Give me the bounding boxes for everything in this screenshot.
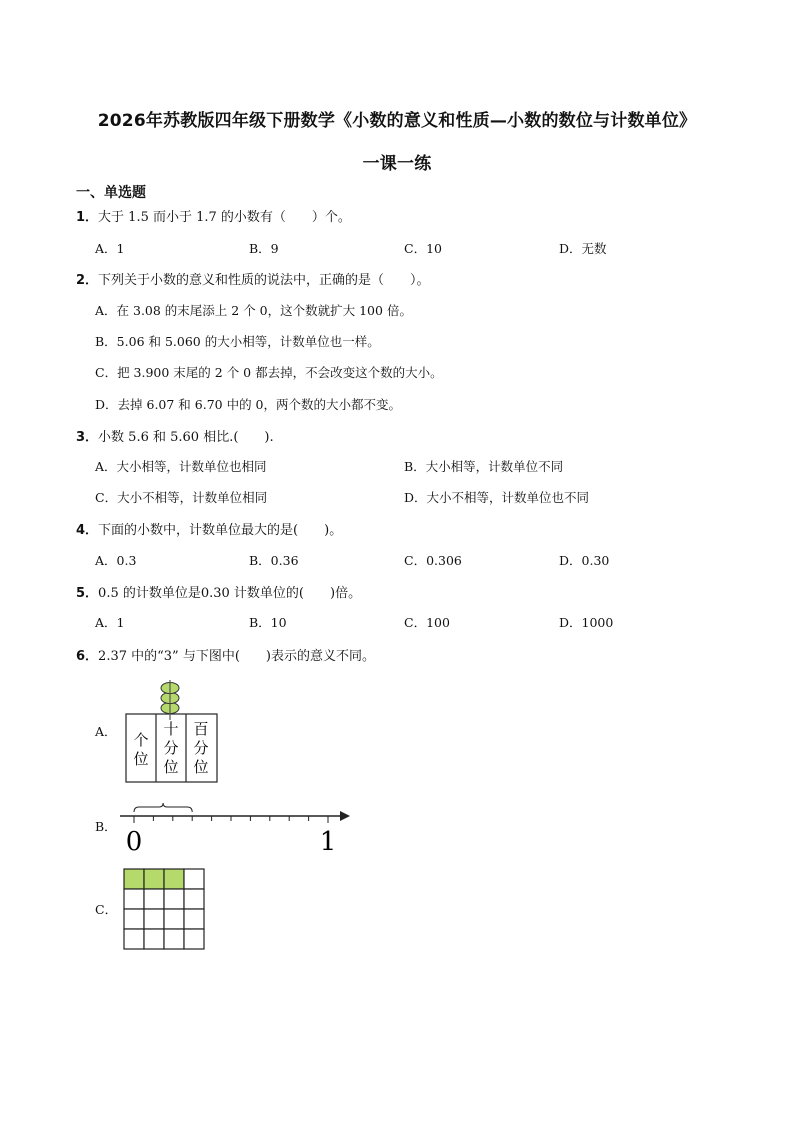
grid-cell	[124, 889, 144, 909]
q1-option-a[interactable]: A．1	[95, 241, 125, 256]
question-5	[76, 582, 361, 601]
q3-option-c[interactable]: C．大小不相等，计数单位相同	[95, 490, 268, 505]
q1-option-d[interactable]: D．无数	[559, 241, 607, 256]
q1-option-c[interactable]: C．10	[404, 241, 442, 256]
grid-cell	[184, 869, 204, 889]
number-line-label-1: 1	[319, 827, 337, 856]
grid-cell	[184, 929, 204, 949]
q6-option-b-label[interactable]: B．	[95, 819, 117, 834]
question-number: 1．	[76, 210, 99, 225]
q2-option-a[interactable]: A．在 3.08 的末尾添上 2 个 0，这个数就扩大 100 倍。	[95, 303, 412, 318]
q3-option-d[interactable]: D．大小不相等，计数单位也不同	[404, 490, 590, 505]
question-number: 4．	[76, 523, 99, 538]
q5-option-d[interactable]: D．1000	[559, 615, 614, 630]
question-stem: 下面的小数中，计数单位最大的是( )。	[98, 523, 343, 538]
abacus-col-hundredths-1: 百	[193, 720, 209, 738]
q4-option-d[interactable]: D．0.30	[559, 553, 610, 568]
question-stem: 2.37 中的“3” 与下图中( )表示的意义不同。	[98, 649, 375, 664]
q2-option-c[interactable]: C．把 3.900 末尾的 2 个 0 都去掉，不会改变这个数的大小。	[95, 365, 443, 380]
q4-option-a[interactable]: A．0.3	[95, 553, 137, 568]
grid-cell	[144, 909, 164, 929]
question-number: 6．	[76, 649, 99, 664]
grid-cell	[164, 929, 184, 949]
abacus-col-hundredths-2: 分	[193, 739, 209, 757]
q5-option-a[interactable]: A．1	[95, 615, 125, 630]
q5-option-b[interactable]: B．10	[249, 615, 287, 630]
grid-diagram	[122, 867, 206, 951]
number-line-ticks	[134, 816, 328, 823]
q2-option-b[interactable]: B．5.06 和 5.060 的大小相等，计数单位也一样。	[95, 334, 380, 349]
grid-cell-shaded	[164, 869, 184, 889]
grid-cell-shaded	[124, 869, 144, 889]
section-title: 一、单选题	[76, 185, 146, 201]
q3-option-a[interactable]: A．大小相等，计数单位也相同	[95, 459, 267, 474]
question-stem: 小数 5.6 和 5.60 相比.( ).	[98, 430, 274, 445]
number-line-label-0: 0	[125, 827, 143, 856]
page-title: 2026年苏教版四年级下册数学《小数的意义和性质—小数的数位与计数单位》	[97, 111, 697, 131]
question-stem: 下列关于小数的意义和性质的说法中，正确的是（ ）。	[98, 273, 430, 288]
q3-option-b[interactable]: B．大小相等，计数单位不同	[404, 459, 564, 474]
grid-cell	[124, 929, 144, 949]
q6-option-a-label[interactable]: A．	[95, 724, 117, 739]
question-number: 3．	[76, 430, 99, 445]
grid-cell	[144, 889, 164, 909]
question-number: 2．	[76, 273, 99, 288]
question-6	[76, 645, 375, 664]
question-2	[76, 269, 430, 288]
question-3	[76, 426, 274, 445]
grid-cell	[184, 889, 204, 909]
page-subtitle: 一课一练	[362, 154, 432, 174]
question-stem: 0.5 的计数单位是0.30 计数单位的( )倍。	[98, 586, 362, 601]
grid-cell	[184, 909, 204, 929]
grid-cell	[164, 909, 184, 929]
grid-cell	[164, 889, 184, 909]
q4-option-b[interactable]: B．0.36	[249, 553, 299, 568]
abacus-diagram	[120, 672, 225, 784]
brace-icon	[134, 803, 192, 812]
question-4	[76, 519, 342, 538]
abacus-col-tenths-2: 分	[163, 739, 179, 757]
question-stem: 大于 1.5 而小于 1.7 的小数有（ ）个。	[98, 210, 351, 225]
abacus-col-ones-2: 位	[133, 750, 149, 768]
number-line-arrow	[340, 811, 350, 821]
grid-cell-shaded	[144, 869, 164, 889]
question-number: 5．	[76, 586, 99, 601]
q5-option-c[interactable]: C．100	[404, 615, 450, 630]
q1-option-b[interactable]: B．9	[249, 241, 279, 256]
abacus-col-tenths-3: 位	[163, 758, 179, 776]
q6-option-c-label[interactable]: C．	[95, 902, 118, 917]
abacus-col-ones: 个	[133, 731, 149, 749]
abacus-col-hundredths-3: 位	[193, 758, 209, 776]
grid-cell	[124, 909, 144, 929]
q2-option-d[interactable]: D．去掉 6.07 和 6.70 中的 0，两个数的大小都不变。	[95, 397, 402, 412]
q4-option-c[interactable]: C．0.306	[404, 553, 462, 568]
number-line-diagram	[118, 800, 354, 856]
grid-cell	[144, 929, 164, 949]
abacus-col-tenths-1: 十	[163, 720, 179, 738]
question-1	[76, 206, 351, 225]
